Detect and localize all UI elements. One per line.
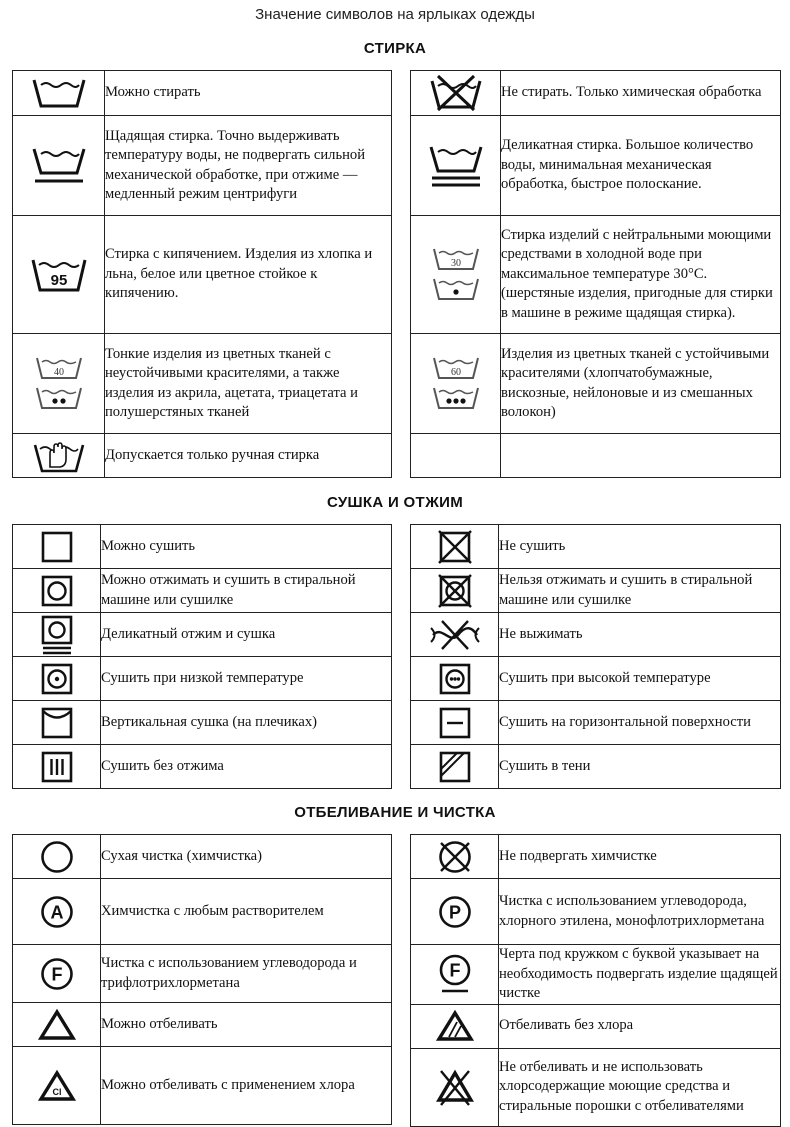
symbol-row bbox=[411, 216, 781, 334]
symbol-row bbox=[411, 525, 781, 569]
drying-table-left bbox=[12, 524, 392, 789]
symbol-row bbox=[411, 879, 781, 945]
empty-icon-cell bbox=[411, 434, 501, 478]
dry-in-shade-icon bbox=[411, 745, 499, 789]
symbol-row bbox=[13, 613, 392, 657]
svg-text:30: 30 bbox=[450, 257, 461, 269]
symbol-description bbox=[501, 434, 781, 478]
dry-clean-a-icon bbox=[13, 879, 101, 945]
symbol-row bbox=[13, 71, 392, 116]
symbol-row bbox=[13, 569, 392, 613]
tumble-dry-icon bbox=[13, 569, 101, 613]
symbol-row bbox=[411, 613, 781, 657]
section-heading-washing: СТИРКА bbox=[363, 40, 427, 57]
bleach-cl-icon bbox=[13, 1047, 101, 1125]
page-title: Значение символов на ярлыках одежды bbox=[255, 6, 535, 23]
dry-clean-p-icon bbox=[411, 879, 499, 945]
bleaching-table-left bbox=[12, 834, 392, 1125]
symbol-row bbox=[13, 745, 392, 789]
symbol-description: Чистка с использованием углеводорода, хлорного этилена, монофлотрихлорметана bbox=[499, 879, 781, 945]
symbol-row bbox=[13, 525, 392, 569]
washtub-one-bar-icon bbox=[13, 116, 105, 216]
symbol-row-empty bbox=[411, 434, 781, 478]
symbol-description: Сушить без отжима bbox=[101, 745, 392, 789]
symbol-description: Вертикальная сушка (на плечиках) bbox=[101, 701, 392, 745]
svg-text:F: F bbox=[449, 960, 460, 981]
svg-text:F: F bbox=[51, 964, 62, 984]
symbol-description: Сухая чистка (химчистка) bbox=[101, 835, 392, 879]
symbol-row bbox=[13, 1047, 392, 1125]
dry-clean-circle-icon bbox=[13, 835, 101, 879]
do-not-wring-icon bbox=[411, 613, 499, 657]
symbol-description: Тонкие изделия из цветных тканей с неустойчивыми красителями, а также изделия из акрила, ацетата, триацетата и полушерстяных тканей bbox=[105, 334, 392, 434]
line-dry-icon bbox=[13, 701, 101, 745]
tumble-dry-high-heat-icon bbox=[411, 657, 499, 701]
symbol-row bbox=[13, 334, 392, 434]
symbol-description: Не стирать. Только химическая обработка bbox=[501, 71, 781, 116]
svg-text:A: A bbox=[50, 902, 63, 922]
symbol-description: Сушить при низкой температуре bbox=[101, 657, 392, 701]
symbol-row bbox=[13, 434, 392, 478]
symbol-description: Отбеливать без хлора bbox=[499, 1004, 781, 1048]
symbol-description: Стирка изделий с нейтральными моющими средствами в холодной воде при максимальное температуре 30°С. (шерстяные изделия, пригодные для стирки в машине в режиме щадящая стирка). bbox=[501, 216, 781, 334]
do-not-bleach-icon bbox=[411, 1048, 499, 1126]
svg-text:P: P bbox=[448, 902, 461, 922]
symbol-row bbox=[13, 879, 392, 945]
symbol-row bbox=[411, 835, 781, 879]
svg-text:40: 40 bbox=[53, 366, 64, 378]
symbol-description: Можно отбеливать bbox=[101, 1003, 392, 1047]
symbol-description: Сушить на горизонтальной поверхности bbox=[499, 701, 781, 745]
tumble-dry-low-heat-icon bbox=[13, 657, 101, 701]
symbol-row bbox=[13, 835, 392, 879]
symbol-description: Нельзя отжимать и сушить в стиральной машине или сушилке bbox=[499, 569, 781, 613]
drip-dry-icon bbox=[13, 745, 101, 789]
do-not-wash-icon bbox=[411, 71, 501, 116]
section-heading-drying: СУШКА И ОТЖИМ bbox=[326, 494, 464, 511]
symbol-row bbox=[13, 701, 392, 745]
symbol-row bbox=[411, 745, 781, 789]
do-not-dry-clean-icon bbox=[411, 835, 499, 879]
symbol-row bbox=[411, 1048, 781, 1126]
symbol-row bbox=[411, 334, 781, 434]
washing-table-right bbox=[410, 70, 781, 478]
symbol-description: Изделия из цветных тканей с устойчивыми красителями (хлопчатобумажные, вискозные, нейлоновые и из смешанных волокон) bbox=[501, 334, 781, 434]
symbol-description: Допускается только ручная стирка bbox=[105, 434, 392, 478]
symbol-description: Можно сушить bbox=[101, 525, 392, 569]
symbol-description: Можно отжимать и сушить в стиральной машине или сушилке bbox=[101, 569, 392, 613]
washtub-icon bbox=[13, 71, 105, 116]
washing-table-left bbox=[12, 70, 392, 478]
symbol-description: Деликатная стирка. Большое количество воды, минимальная механическая обработка, быстрое полоскание. bbox=[501, 116, 781, 216]
symbol-description: Сушить в тени bbox=[499, 745, 781, 789]
symbol-row bbox=[13, 657, 392, 701]
symbol-row bbox=[411, 71, 781, 116]
washtub-40-two-dots-icon bbox=[13, 334, 105, 434]
symbol-description: Черта под кружком с буквой указывает на необходимость подвергать изделие щадящей чистке bbox=[499, 945, 781, 1005]
bleaching-table-right bbox=[410, 834, 781, 1127]
symbol-row bbox=[411, 945, 781, 1005]
tumble-dry-gentle-icon bbox=[13, 613, 101, 657]
symbol-row bbox=[411, 1004, 781, 1048]
symbol-description: Не сушить bbox=[499, 525, 781, 569]
symbol-row bbox=[411, 569, 781, 613]
svg-text:95: 95 bbox=[50, 271, 67, 289]
washtub-95-icon bbox=[13, 216, 105, 334]
washtub-60-three-dots-icon bbox=[411, 334, 501, 434]
symbol-description: Не отбеливать и не использовать хлорсодержащие моющие средства и стиральные порошки с отбеливателями bbox=[499, 1048, 781, 1126]
symbol-description: Щадящая стирка. Точно выдерживать температуру воды, не подвергать сильной механической обработке, при отжиме — медленный режим центрифуги bbox=[105, 116, 392, 216]
dry-clean-f-icon bbox=[13, 945, 101, 1003]
symbol-description: Сушить при высокой температуре bbox=[499, 657, 781, 701]
do-not-tumble-dry-icon bbox=[411, 569, 499, 613]
section-heading-bleaching: ОТБЕЛИВАНИЕ И ЧИСТКА bbox=[294, 804, 496, 821]
bleach-triangle-icon bbox=[13, 1003, 101, 1047]
symbol-row bbox=[411, 657, 781, 701]
symbol-row bbox=[411, 116, 781, 216]
symbol-description: Не выжимать bbox=[499, 613, 781, 657]
symbol-description: Не подвергать химчистке bbox=[499, 835, 781, 879]
drying-table-right bbox=[410, 524, 781, 789]
symbol-description: Деликатный отжим и сушка bbox=[101, 613, 392, 657]
symbol-row bbox=[13, 116, 392, 216]
washtub-two-bars-icon bbox=[411, 116, 501, 216]
symbol-description: Можно отбеливать с применением хлора bbox=[101, 1047, 392, 1125]
washtub-30-one-dot-icon bbox=[411, 216, 501, 334]
dry-square-icon bbox=[13, 525, 101, 569]
svg-text:60: 60 bbox=[450, 366, 461, 378]
symbol-description: Чистка с использованием углеводорода и трифлотрихлорметана bbox=[101, 945, 392, 1003]
dry-clean-f-gentle-icon bbox=[411, 945, 499, 1005]
dry-flat-icon bbox=[411, 701, 499, 745]
symbol-row bbox=[13, 1003, 392, 1047]
symbol-row bbox=[411, 701, 781, 745]
symbol-row bbox=[13, 216, 392, 334]
svg-text:Cl: Cl bbox=[52, 1086, 61, 1097]
symbol-description: Стирка с кипячением. Изделия из хлопка и льна, белое или цветное стойкое к кипячению. bbox=[105, 216, 392, 334]
do-not-dry-icon bbox=[411, 525, 499, 569]
non-chlorine-bleach-icon bbox=[411, 1004, 499, 1048]
hand-wash-icon bbox=[13, 434, 105, 478]
symbol-description: Химчистка с любым растворителем bbox=[101, 879, 392, 945]
symbol-description: Можно стирать bbox=[105, 71, 392, 116]
symbol-row bbox=[13, 945, 392, 1003]
